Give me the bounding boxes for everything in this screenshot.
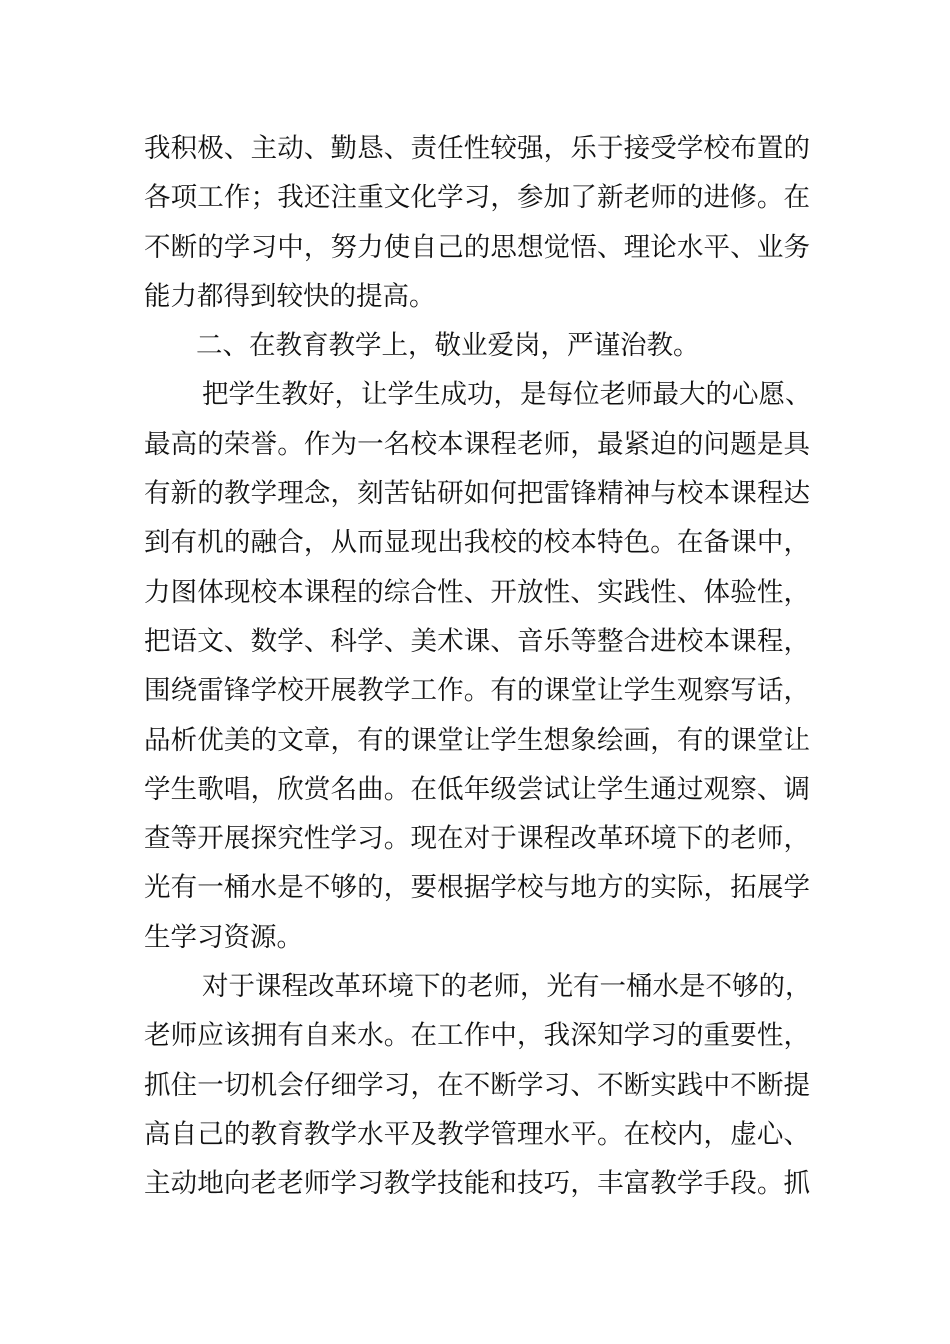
text-line: 抓住一切机会仔细学习，在不断学习、不断实践中不断提	[144, 1069, 810, 1101]
text-line: 不断的学习中，努力使自己的思想觉悟、理论水平、业务	[144, 231, 810, 263]
paragraph	[144, 962, 810, 1208]
text-line: 把学生教好，让学生成功，是每位老师最大的心愿、	[202, 379, 812, 411]
document-body	[144, 124, 810, 1209]
text-line: 生学习资源。	[144, 921, 303, 953]
text-line: 到有机的融合，从而显现出我校的校本特色。在备课中，	[144, 527, 810, 559]
text-line: 力图体现校本课程的综合性、开放性、实践性、体验性，	[144, 576, 810, 608]
text-line: 有新的教学理念，刻苦钻研如何把雷锋精神与校本课程达	[144, 478, 810, 510]
text-line: 围绕雷锋学校开展教学工作。有的课堂让学生观察写话，	[144, 675, 810, 707]
text-line: 把语文、数学、科学、美术课、音乐等整合进校本课程，	[144, 625, 810, 657]
text-line: 二、在教育教学上，敬业爱岗，严谨治教。	[196, 330, 700, 362]
text-line: 主动地向老老师学习教学技能和技巧，丰富教学手段。抓	[144, 1168, 810, 1200]
section-heading	[144, 321, 810, 370]
text-line: 品析优美的文章，有的课堂让学生想象绘画，有的课堂让	[144, 724, 810, 756]
text-line: 能力都得到较快的提高。	[144, 280, 436, 312]
text-line: 我积极、主动、勤恳、责任性较强，乐于接受学校布置的	[144, 133, 810, 164]
paragraph	[144, 124, 810, 321]
text-line: 光有一桶水是不够的，要根据学校与地方的实际，拓展学	[144, 872, 810, 904]
text-line: 老师应该拥有自来水。在工作中，我深知学习的重要性，	[144, 1020, 810, 1052]
text-line: 对于课程改革环境下的老师，光有一桶水是不够的，	[202, 971, 812, 1003]
text-line: 高自己的教育教学水平及教学管理水平。在校内，虚心、	[144, 1118, 810, 1150]
text-line: 学生歌唱，欣赏名曲。在低年级尝试让学生通过观察、调	[144, 773, 810, 805]
text-line: 查等开展探究性学习。现在对于课程改革环境下的老师，	[144, 823, 810, 855]
paragraph	[144, 370, 810, 962]
text-line: 各项工作；我还注重文化学习，参加了新老师的进修。在	[144, 182, 810, 214]
text-line: 最高的荣誉。作为一名校本课程老师，最紧迫的问题是具	[144, 428, 810, 460]
